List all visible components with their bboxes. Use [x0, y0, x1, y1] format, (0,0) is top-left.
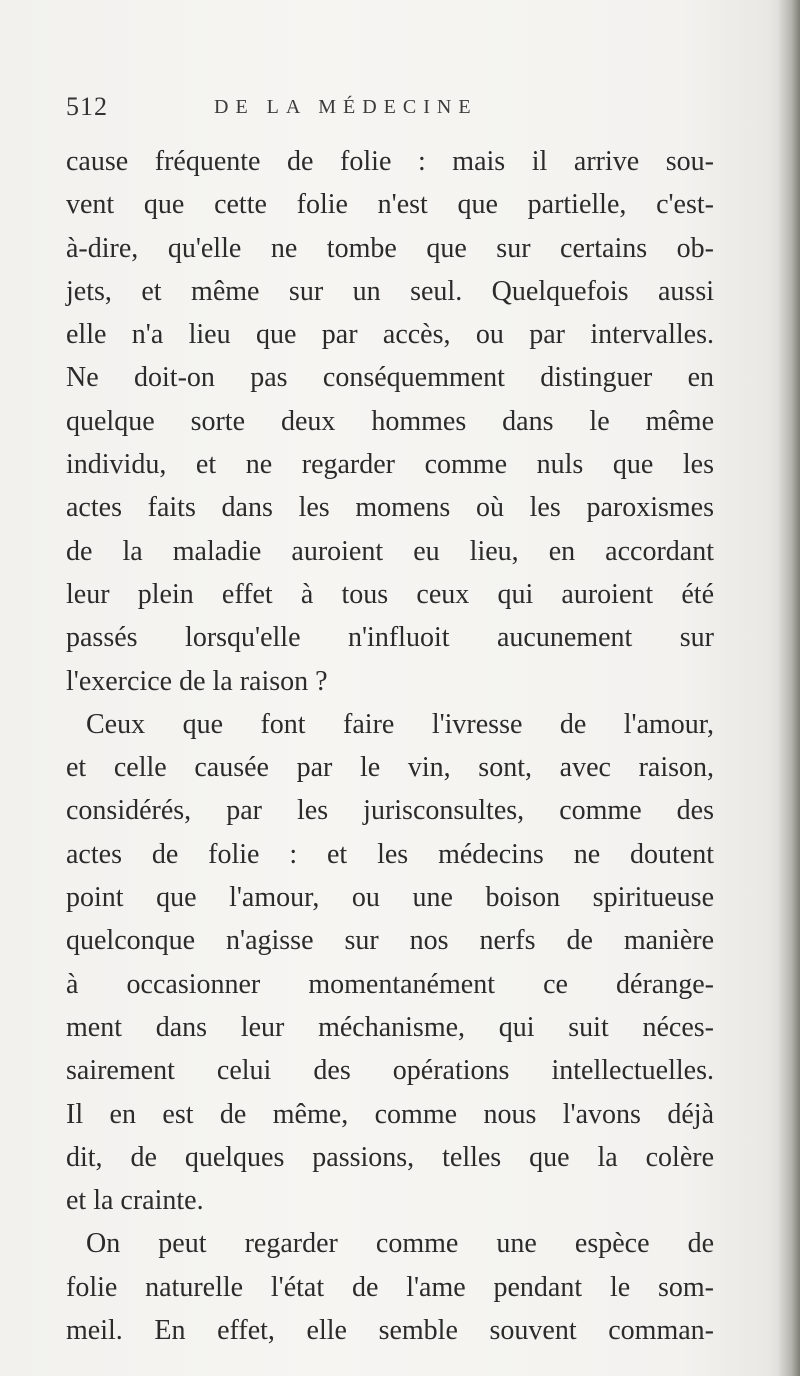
- text-line: à-dire, qu'elle ne tombe que sur certains ob-: [66, 232, 714, 264]
- text-line: de la maladie auroient eu lieu, en accordant: [66, 535, 714, 567]
- text-line: quelque sorte deux hommes dans le même: [66, 405, 714, 437]
- text-line: leur plein effet à tous ceux qui auroient été: [66, 578, 714, 610]
- text-line: cause fréquente de folie : mais il arrive sou-: [66, 146, 714, 177]
- text-line: Ceux que font faire l'ivresse de l'amour,: [86, 708, 714, 740]
- text-line: actes de folie : et les médecins ne doutent: [66, 838, 714, 870]
- text-line: dit, de quelques passions, telles que la colère: [66, 1141, 714, 1173]
- page-number: 512: [66, 92, 108, 121]
- text-line: quelconque n'agisse sur nos nerfs de manière: [66, 925, 714, 957]
- text-line: elle n'a lieu que par accès, ou par intervalles.: [66, 319, 714, 351]
- text-line: et la crainte.: [66, 1185, 204, 1217]
- text-line: jets, et même sur un seul. Quelquefois aussi: [66, 275, 714, 307]
- text-line: et celle causée par le vin, sont, avec raison,: [66, 752, 714, 784]
- text-line: ment dans leur méchanisme, qui suit néces-: [66, 1011, 714, 1043]
- page-header: [66, 92, 706, 132]
- text-line: Il en est de même, comme nous l'avons déjà: [66, 1098, 714, 1130]
- body-text: [66, 140, 714, 1352]
- running-head: DE LA MÉDECINE: [214, 96, 478, 118]
- text-line: meil. En effet, elle semble souvent comman-: [66, 1315, 714, 1347]
- text-line: Ne doit-on pas conséquemment distinguer en: [66, 362, 714, 394]
- text-line: sairement celui des opérations intellectuelles.: [66, 1055, 714, 1087]
- text-line: considérés, par les jurisconsultes, comme des: [66, 795, 714, 827]
- text-line: folie naturelle l'état de l'ame pendant le som-: [66, 1271, 714, 1303]
- page-edge-shadow: [778, 0, 800, 1376]
- text-line: actes faits dans les momens où les paroxismes: [66, 492, 714, 524]
- text-line: à occasionner momentanément ce dérange-: [66, 968, 714, 1000]
- text-line: On peut regarder comme une espèce de: [86, 1228, 714, 1260]
- text-line: l'exercice de la raison ?: [66, 665, 328, 697]
- text-line: point que l'amour, ou une boison spiritueuse: [66, 882, 714, 914]
- text-line: individu, et ne regarder comme nuls que les: [66, 449, 714, 481]
- text-line: vent que cette folie n'est que partielle, c'est-: [66, 189, 714, 221]
- text-line: passés lorsqu'elle n'influoit aucunement sur: [66, 622, 714, 654]
